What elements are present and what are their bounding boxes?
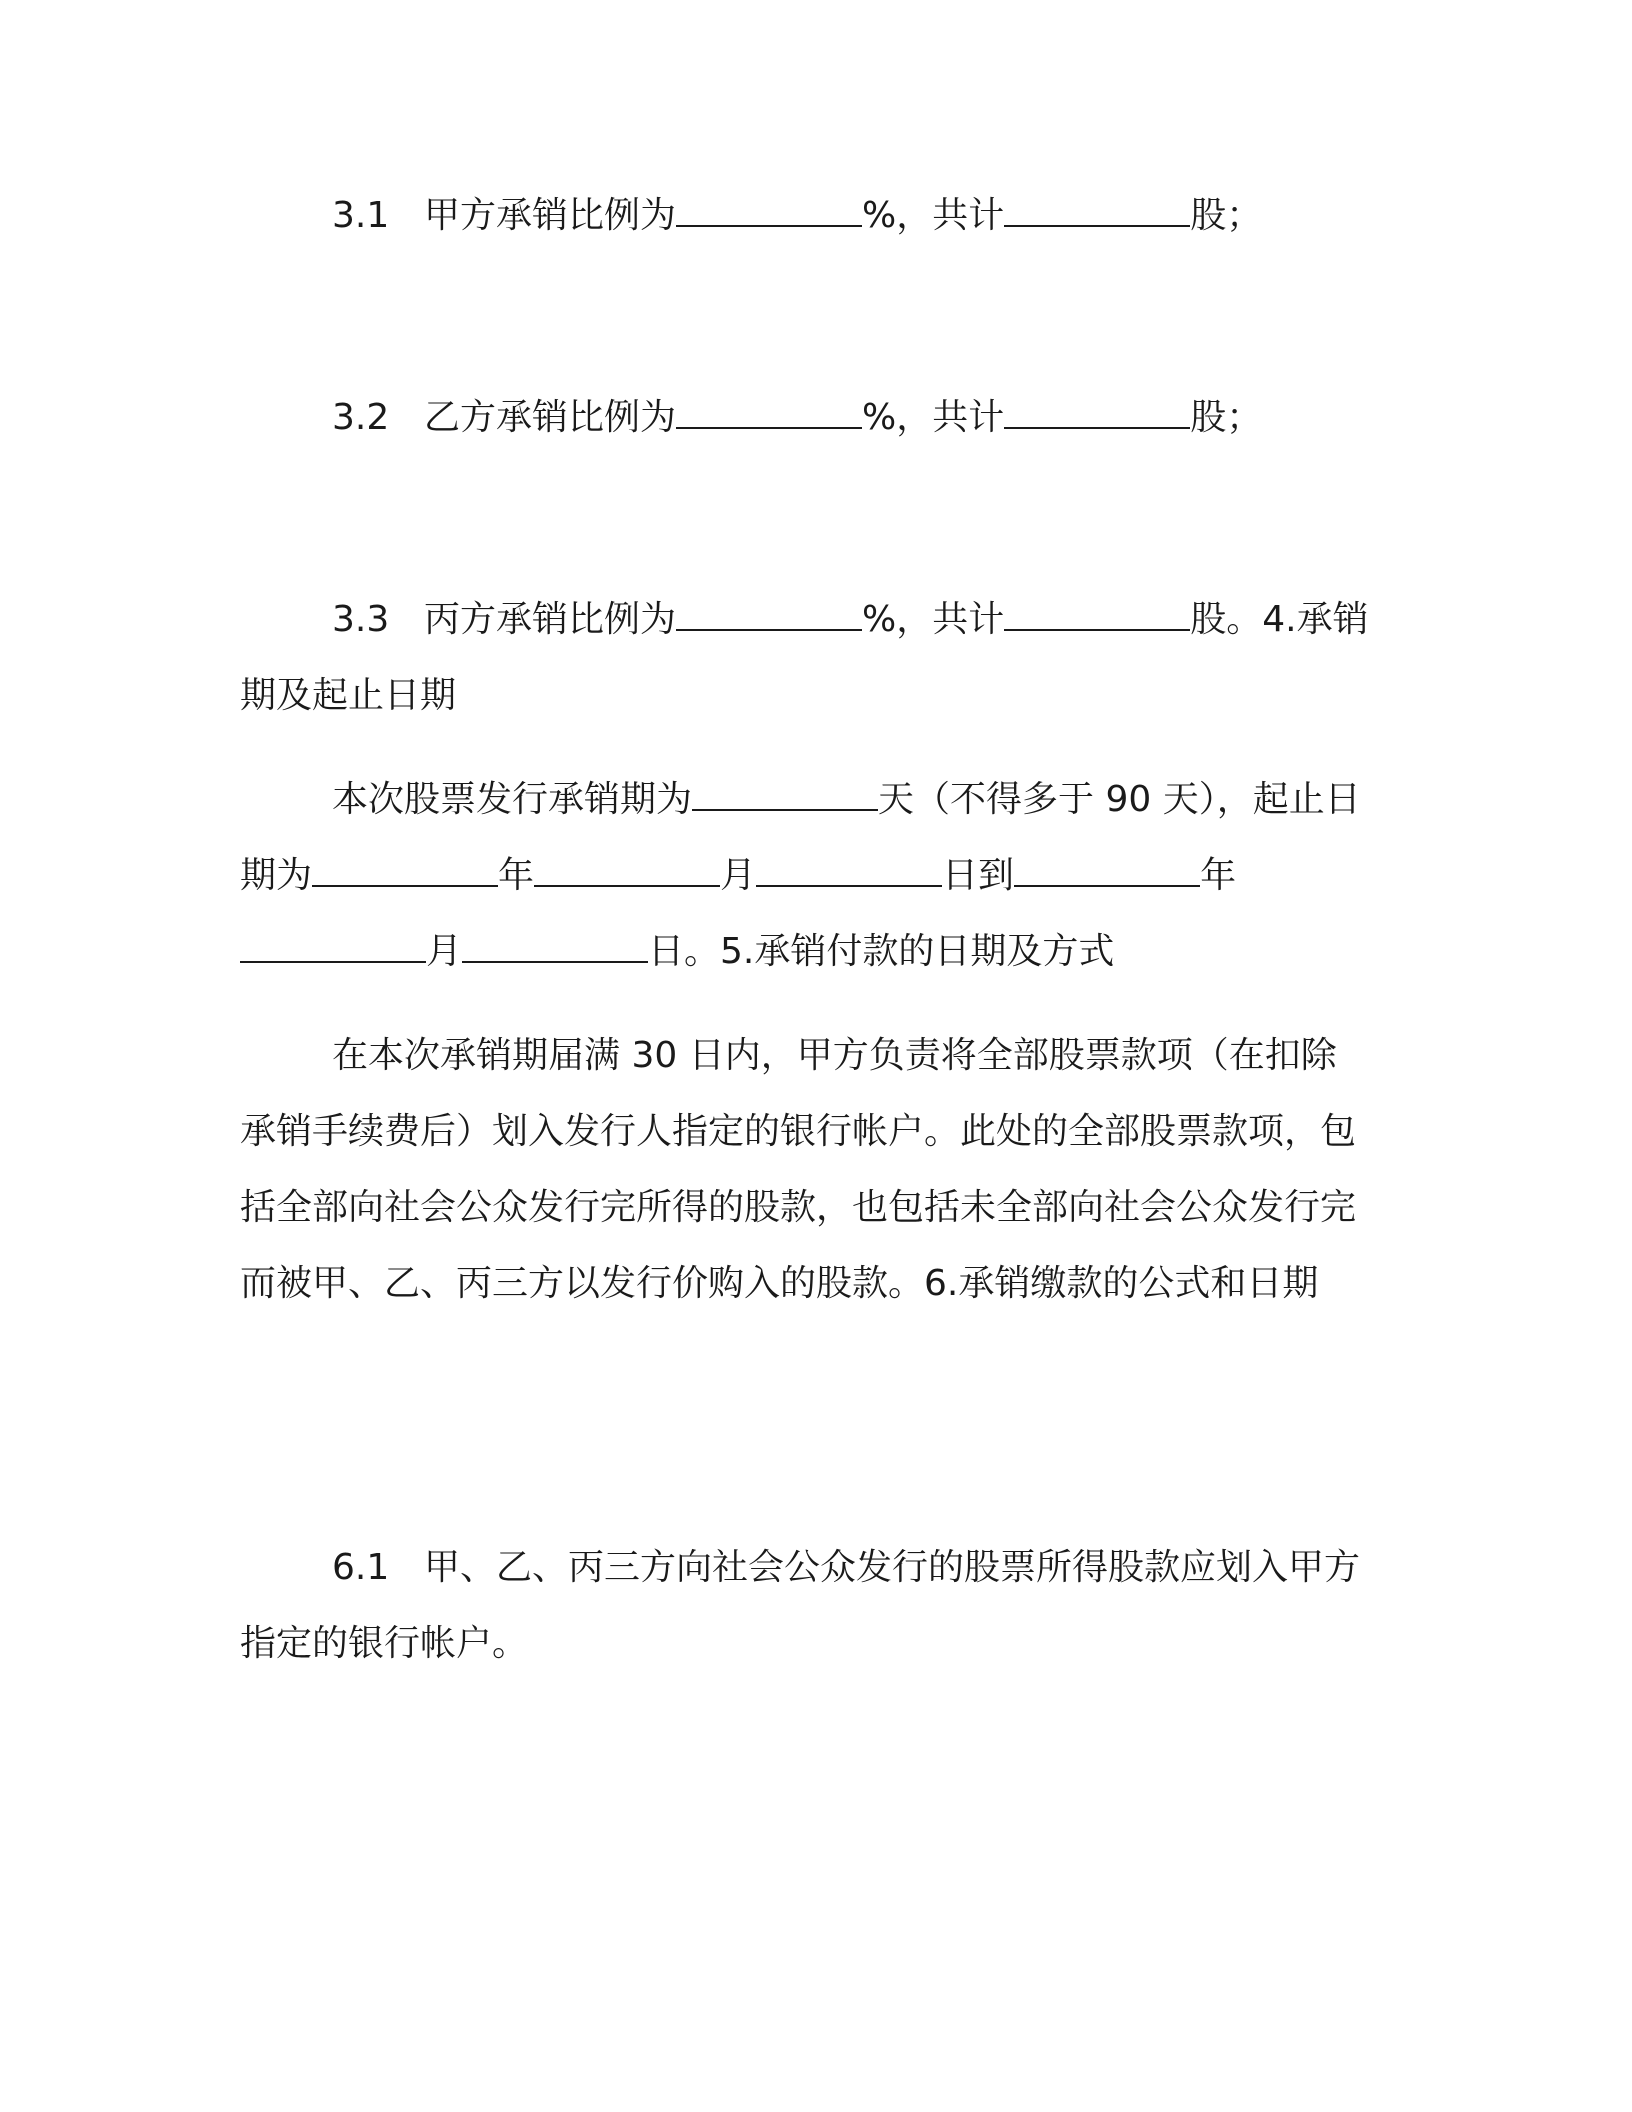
blank-field — [1004, 383, 1190, 429]
clause-6-1 — [240, 1530, 1370, 1682]
blank-field — [534, 841, 720, 887]
blank-field — [1004, 181, 1190, 227]
blank-field — [312, 841, 498, 887]
blank-field — [692, 765, 878, 811]
blank-field — [756, 841, 942, 887]
period-text: 日到 — [942, 855, 1015, 896]
clause-3-2 — [240, 380, 1370, 456]
blank-field — [676, 383, 862, 429]
clause-number: 3.2 — [332, 397, 390, 438]
clause-number: 3.3 — [332, 599, 390, 640]
period-text: 年 — [498, 855, 535, 896]
blank-field — [676, 585, 862, 631]
clause-number: 6.1 — [332, 1547, 390, 1588]
blank-field — [676, 181, 862, 227]
clause-3-1 — [240, 178, 1370, 254]
underwriting-period-paragraph — [240, 762, 1370, 990]
blank-field — [240, 917, 426, 963]
period-text: 天（不得多于 90 天），起止日期为 — [240, 779, 1361, 896]
clause-text: 甲方承销比例为 — [424, 195, 677, 236]
clause-text: 丙方承销比例为 — [424, 599, 677, 640]
blank-field — [1004, 585, 1190, 631]
clause-text: 乙方承销比例为 — [424, 397, 677, 438]
blank-field — [1014, 841, 1200, 887]
clause-text: %，共计 — [862, 397, 1005, 438]
clause-3-3 — [240, 582, 1370, 734]
clause-text: 股； — [1190, 397, 1263, 438]
clause-text: %，共计 — [862, 195, 1005, 236]
clause-number: 3.1 — [332, 195, 390, 236]
period-text: 年 — [1200, 855, 1237, 896]
payment-paragraph: 在本次承销期届满 30 日内，甲方负责将全部股票款项（在扣除承销手续费后）划入发行人指定的银行帐户。此处的全部股票款项，包括全部向社会公众发行完所得的股款，也包括未全部向社会公众发行完而被甲、乙、丙三方以发行价购入的股款。6.承销缴款的公式和日期 — [240, 1035, 1357, 1304]
blank-field — [462, 917, 648, 963]
period-text: 月 — [426, 931, 463, 972]
period-text: 月 — [720, 855, 757, 896]
period-text: 日。5.承销付款的日期及方式 — [648, 931, 1115, 972]
clause-text: %，共计 — [862, 599, 1005, 640]
clause-text: 甲、乙、丙三方向社会公众发行的股票所得股款应划入甲方指定的银行帐户。 — [240, 1547, 1361, 1664]
clause-text: 股； — [1190, 195, 1263, 236]
clause-text: 股。4.承销期及起止日期 — [240, 599, 1369, 716]
period-text: 本次股票发行承销期为 — [332, 779, 693, 820]
